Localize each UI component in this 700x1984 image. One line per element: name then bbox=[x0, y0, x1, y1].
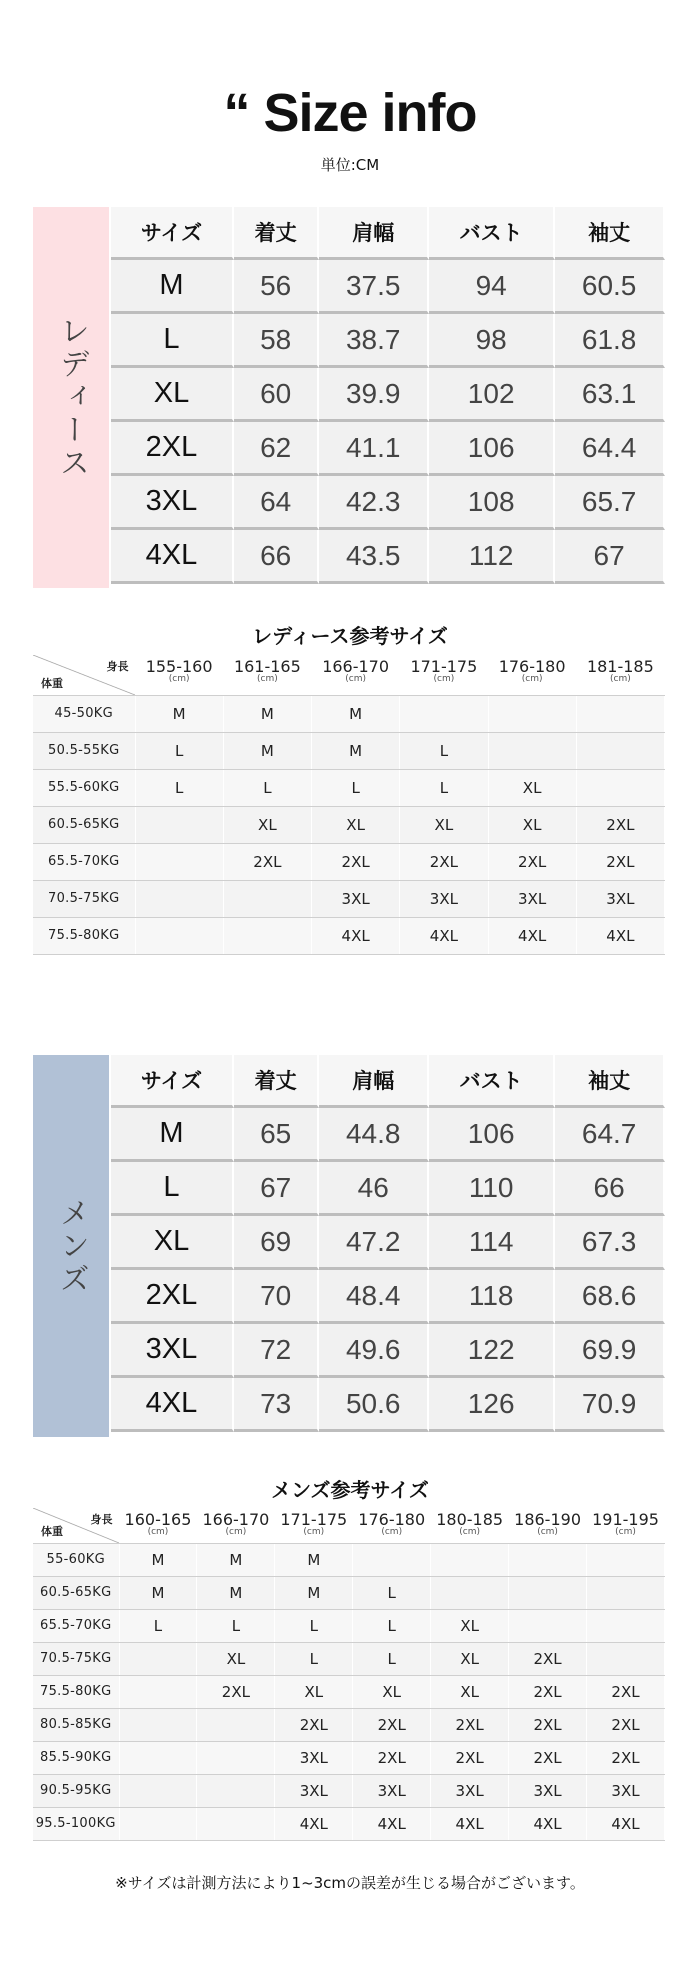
table-row bbox=[33, 769, 665, 806]
height-unit: (cm) bbox=[345, 674, 366, 684]
size-recommend-cell: 4XL bbox=[353, 1807, 431, 1840]
mens-col-header: 肩幅 bbox=[319, 1055, 429, 1108]
height-col-header bbox=[509, 1508, 587, 1543]
height-range: 180-185 bbox=[436, 1510, 504, 1529]
size-cell: XL bbox=[111, 1216, 234, 1270]
size-recommend-cell bbox=[135, 880, 223, 917]
size-recommend-cell bbox=[488, 732, 576, 769]
size-recommend-cell: XL bbox=[353, 1675, 431, 1708]
size-recommend-cell: 3XL bbox=[587, 1774, 665, 1807]
measure-cell: 50.6 bbox=[319, 1378, 429, 1432]
weight-cell: 60.5-65KG bbox=[33, 806, 135, 843]
mens-col-header: 袖丈 bbox=[555, 1055, 665, 1108]
height-unit: (cm) bbox=[147, 1527, 169, 1537]
size-recommend-cell: M bbox=[312, 732, 400, 769]
table-row bbox=[33, 917, 665, 954]
size-recommend-cell bbox=[400, 695, 488, 732]
size-recommend-cell: 3XL bbox=[312, 880, 400, 917]
measure-cell: 67 bbox=[234, 1162, 319, 1216]
height-range: 176-180 bbox=[498, 657, 566, 676]
size-recommend-cell: 2XL bbox=[576, 843, 664, 880]
size-recommend-cell: M bbox=[197, 1543, 275, 1576]
table-row bbox=[111, 1216, 665, 1270]
mens-ref-title: メンズ参考サイズ bbox=[271, 1478, 429, 1502]
measure-cell: 44.8 bbox=[319, 1108, 429, 1162]
ladies-col-header: 着丈 bbox=[234, 207, 319, 260]
size-recommend-cell: XL bbox=[431, 1642, 509, 1675]
corner-weight-label: 体重 bbox=[41, 676, 63, 690]
measure-cell: 112 bbox=[429, 530, 555, 584]
size-recommend-cell: L bbox=[135, 769, 223, 806]
mens-col-header: 着丈 bbox=[234, 1055, 319, 1108]
measure-cell: 64 bbox=[234, 476, 319, 530]
size-cell: L bbox=[111, 314, 234, 368]
size-recommend-cell: M bbox=[135, 695, 223, 732]
height-col-header bbox=[312, 655, 400, 695]
height-col-header bbox=[576, 655, 664, 695]
unit-label: 単位:CM bbox=[320, 156, 380, 174]
table-row bbox=[33, 1708, 665, 1741]
weight-cell: 75.5-80KG bbox=[33, 917, 135, 954]
measure-cell: 67 bbox=[555, 530, 665, 584]
table-row bbox=[111, 1108, 665, 1162]
mens-size-section bbox=[33, 1055, 665, 1437]
weight-cell: 80.5-85KG bbox=[33, 1708, 119, 1741]
weight-cell: 85.5-90KG bbox=[33, 1741, 119, 1774]
size-recommend-cell: 3XL bbox=[275, 1741, 353, 1774]
table-row bbox=[111, 1162, 665, 1216]
table-row bbox=[33, 1609, 665, 1642]
page-title: “ Size info bbox=[223, 83, 477, 143]
size-cell: 2XL bbox=[111, 422, 234, 476]
size-recommend-cell: L bbox=[400, 732, 488, 769]
measure-cell: 118 bbox=[429, 1270, 555, 1324]
measure-cell: 114 bbox=[429, 1216, 555, 1270]
height-unit: (cm) bbox=[381, 1527, 403, 1537]
measure-cell: 126 bbox=[429, 1378, 555, 1432]
table-row bbox=[33, 1576, 665, 1609]
table-row bbox=[33, 1543, 665, 1576]
measure-cell: 37.5 bbox=[319, 260, 429, 314]
size-recommend-cell: 4XL bbox=[275, 1807, 353, 1840]
measure-cell: 69 bbox=[234, 1216, 319, 1270]
size-recommend-cell bbox=[197, 1807, 275, 1840]
measure-cell: 70.9 bbox=[555, 1378, 665, 1432]
measure-cell: 63.1 bbox=[555, 368, 665, 422]
height-col-header bbox=[223, 655, 311, 695]
size-recommend-cell bbox=[119, 1741, 197, 1774]
size-recommend-cell: M bbox=[275, 1543, 353, 1576]
size-recommend-cell: 2XL bbox=[400, 843, 488, 880]
size-recommend-cell bbox=[223, 917, 311, 954]
size-cell: M bbox=[111, 1108, 234, 1162]
size-recommend-cell: 2XL bbox=[197, 1675, 275, 1708]
size-recommend-cell: M bbox=[197, 1576, 275, 1609]
mens-label-band bbox=[33, 1055, 109, 1437]
size-recommend-cell: 4XL bbox=[576, 917, 664, 954]
size-recommend-cell: 3XL bbox=[431, 1774, 509, 1807]
ladies-label-band bbox=[33, 207, 109, 588]
size-recommend-cell: L bbox=[275, 1609, 353, 1642]
weight-cell: 50.5-55KG bbox=[33, 732, 135, 769]
size-recommend-cell bbox=[197, 1708, 275, 1741]
measure-cell: 47.2 bbox=[319, 1216, 429, 1270]
size-recommend-cell: XL bbox=[223, 806, 311, 843]
size-recommend-cell: 2XL bbox=[509, 1675, 587, 1708]
corner-height-label: 身長 bbox=[90, 1513, 113, 1526]
measure-cell: 43.5 bbox=[319, 530, 429, 584]
ladies-col-header: サイズ bbox=[111, 207, 234, 260]
weight-cell: 65.5-70KG bbox=[33, 843, 135, 880]
mens-col-header: バスト bbox=[429, 1055, 555, 1108]
height-unit: (cm) bbox=[303, 1527, 325, 1537]
measure-cell: 39.9 bbox=[319, 368, 429, 422]
size-recommend-cell: 2XL bbox=[223, 843, 311, 880]
table-row bbox=[33, 843, 665, 880]
measure-cell: 64.7 bbox=[555, 1108, 665, 1162]
corner-weight-label: 体重 bbox=[41, 1524, 63, 1538]
height-range: 171-175 bbox=[410, 657, 478, 676]
weight-cell: 55-60KG bbox=[33, 1543, 119, 1576]
size-recommend-cell: 2XL bbox=[431, 1741, 509, 1774]
ladies-size-table bbox=[111, 207, 665, 584]
measure-cell: 122 bbox=[429, 1324, 555, 1378]
size-recommend-cell: 2XL bbox=[353, 1741, 431, 1774]
height-unit: (cm) bbox=[433, 674, 455, 684]
ladies-label: レディース bbox=[54, 315, 89, 480]
height-range: 176-180 bbox=[358, 1510, 426, 1529]
weight-cell: 65.5-70KG bbox=[33, 1609, 119, 1642]
size-recommend-cell bbox=[223, 880, 311, 917]
height-unit: (cm) bbox=[615, 1527, 636, 1537]
size-recommend-cell: 2XL bbox=[509, 1708, 587, 1741]
measure-cell: 69.9 bbox=[555, 1324, 665, 1378]
measurement-note: ※サイズは計測方法により1~3cmの誤差が生じる場合がございます。 bbox=[115, 1874, 585, 1892]
height-col-header bbox=[587, 1508, 665, 1543]
mens-ref-table bbox=[33, 1508, 665, 1841]
height-col-header bbox=[197, 1508, 275, 1543]
size-recommend-cell: 2XL bbox=[509, 1642, 587, 1675]
size-recommend-cell: 2XL bbox=[353, 1708, 431, 1741]
height-col-header bbox=[119, 1508, 197, 1543]
measure-cell: 102 bbox=[429, 368, 555, 422]
size-recommend-cell: XL bbox=[400, 806, 488, 843]
table-row bbox=[33, 1642, 665, 1675]
measure-cell: 66 bbox=[555, 1162, 665, 1216]
size-recommend-cell bbox=[509, 1576, 587, 1609]
height-unit: (cm) bbox=[257, 674, 278, 684]
size-recommend-cell: 2XL bbox=[509, 1741, 587, 1774]
height-range: 186-190 bbox=[514, 1510, 581, 1529]
table-row bbox=[33, 695, 665, 732]
size-recommend-cell bbox=[135, 806, 223, 843]
size-recommend-cell: L bbox=[353, 1609, 431, 1642]
mens-col-header: サイズ bbox=[111, 1055, 234, 1108]
table-row bbox=[111, 260, 665, 314]
size-cell: XL bbox=[111, 368, 234, 422]
size-recommend-cell: XL bbox=[431, 1609, 509, 1642]
size-recommend-cell bbox=[197, 1774, 275, 1807]
measure-cell: 58 bbox=[234, 314, 319, 368]
size-recommend-cell: 4XL bbox=[431, 1807, 509, 1840]
height-range: 191-195 bbox=[592, 1510, 659, 1529]
ladies-size-section bbox=[33, 207, 665, 588]
size-recommend-cell: 2XL bbox=[275, 1708, 353, 1741]
size-recommend-cell bbox=[119, 1774, 197, 1807]
measure-cell: 38.7 bbox=[319, 314, 429, 368]
size-recommend-cell: XL bbox=[197, 1642, 275, 1675]
table-row bbox=[33, 1774, 665, 1807]
measure-cell: 48.4 bbox=[319, 1270, 429, 1324]
size-cell: L bbox=[111, 1162, 234, 1216]
size-recommend-cell: 4XL bbox=[509, 1807, 587, 1840]
ladies-col-header: バスト bbox=[429, 207, 555, 260]
measure-cell: 42.3 bbox=[319, 476, 429, 530]
size-recommend-cell bbox=[119, 1642, 197, 1675]
height-col-header bbox=[353, 1508, 431, 1543]
measure-cell: 66 bbox=[234, 530, 319, 584]
size-recommend-cell: L bbox=[197, 1609, 275, 1642]
size-recommend-cell: XL bbox=[488, 769, 576, 806]
size-cell: 3XL bbox=[111, 476, 234, 530]
measure-cell: 73 bbox=[234, 1378, 319, 1432]
weight-cell: 90.5-95KG bbox=[33, 1774, 119, 1807]
size-recommend-cell: 2XL bbox=[587, 1708, 665, 1741]
size-recommend-cell bbox=[135, 917, 223, 954]
size-cell: 2XL bbox=[111, 1270, 234, 1324]
size-recommend-cell: 3XL bbox=[353, 1774, 431, 1807]
weight-cell: 45-50KG bbox=[33, 695, 135, 732]
size-recommend-cell: L bbox=[275, 1642, 353, 1675]
size-recommend-cell: 4XL bbox=[587, 1807, 665, 1840]
size-recommend-cell bbox=[509, 1609, 587, 1642]
size-recommend-cell: 4XL bbox=[488, 917, 576, 954]
size-recommend-cell bbox=[587, 1543, 665, 1576]
size-recommend-cell: XL bbox=[431, 1675, 509, 1708]
height-unit: (cm) bbox=[537, 1527, 558, 1537]
measure-cell: 56 bbox=[234, 260, 319, 314]
size-recommend-cell bbox=[576, 769, 664, 806]
size-recommend-cell bbox=[587, 1642, 665, 1675]
size-recommend-cell: 2XL bbox=[312, 843, 400, 880]
size-cell: 4XL bbox=[111, 1378, 234, 1432]
size-recommend-cell bbox=[431, 1576, 509, 1609]
size-recommend-cell: 2XL bbox=[587, 1675, 665, 1708]
height-unit: (cm) bbox=[459, 1527, 481, 1537]
height-unit: (cm) bbox=[610, 674, 631, 684]
size-recommend-cell: M bbox=[312, 695, 400, 732]
weight-cell: 70.5-75KG bbox=[33, 1642, 119, 1675]
size-recommend-cell bbox=[119, 1807, 197, 1840]
height-range: 155-160 bbox=[145, 657, 213, 676]
measure-cell: 106 bbox=[429, 422, 555, 476]
ladies-ref-table bbox=[33, 655, 665, 955]
size-recommend-cell: M bbox=[119, 1543, 197, 1576]
size-cell: 4XL bbox=[111, 530, 234, 584]
size-recommend-cell: L bbox=[353, 1576, 431, 1609]
size-recommend-cell: 3XL bbox=[509, 1774, 587, 1807]
height-range: 166-170 bbox=[202, 1510, 270, 1529]
size-recommend-cell: 4XL bbox=[312, 917, 400, 954]
height-col-header bbox=[135, 655, 223, 695]
mens-size-table bbox=[111, 1055, 665, 1432]
size-recommend-cell: L bbox=[135, 732, 223, 769]
weight-cell: 95.5-100KG bbox=[33, 1807, 119, 1840]
table-row bbox=[111, 476, 665, 530]
weight-cell: 75.5-80KG bbox=[33, 1675, 119, 1708]
size-recommend-cell: XL bbox=[312, 806, 400, 843]
weight-cell: 70.5-75KG bbox=[33, 880, 135, 917]
size-recommend-cell bbox=[576, 695, 664, 732]
height-range: 160-165 bbox=[124, 1510, 192, 1529]
size-cell: 3XL bbox=[111, 1324, 234, 1378]
size-recommend-cell bbox=[431, 1543, 509, 1576]
size-recommend-cell bbox=[509, 1543, 587, 1576]
size-recommend-cell bbox=[587, 1576, 665, 1609]
size-recommend-cell bbox=[119, 1708, 197, 1741]
table-row bbox=[111, 422, 665, 476]
measure-cell: 106 bbox=[429, 1108, 555, 1162]
size-recommend-cell: L bbox=[119, 1609, 197, 1642]
table-row bbox=[33, 732, 665, 769]
measure-cell: 110 bbox=[429, 1162, 555, 1216]
measure-cell: 65.7 bbox=[555, 476, 665, 530]
height-unit: (cm) bbox=[521, 674, 543, 684]
weight-cell: 60.5-65KG bbox=[33, 1576, 119, 1609]
size-recommend-cell: XL bbox=[488, 806, 576, 843]
size-recommend-cell: 2XL bbox=[431, 1708, 509, 1741]
size-recommend-cell: M bbox=[223, 695, 311, 732]
size-recommend-cell bbox=[488, 695, 576, 732]
table-row bbox=[111, 314, 665, 368]
size-recommend-cell bbox=[119, 1675, 197, 1708]
size-recommend-cell bbox=[197, 1741, 275, 1774]
size-recommend-cell: L bbox=[312, 769, 400, 806]
measure-cell: 49.6 bbox=[319, 1324, 429, 1378]
size-recommend-cell: M bbox=[223, 732, 311, 769]
size-recommend-cell bbox=[576, 732, 664, 769]
table-row bbox=[33, 1741, 665, 1774]
corner-height-label: 身長 bbox=[106, 660, 129, 673]
measure-cell: 60.5 bbox=[555, 260, 665, 314]
size-recommend-cell: 2XL bbox=[488, 843, 576, 880]
height-range: 171-175 bbox=[280, 1510, 348, 1529]
height-range: 161-165 bbox=[233, 657, 301, 676]
measure-cell: 61.8 bbox=[555, 314, 665, 368]
height-unit: (cm) bbox=[225, 1527, 247, 1537]
size-recommend-cell bbox=[353, 1543, 431, 1576]
size-recommend-cell: 2XL bbox=[576, 806, 664, 843]
height-col-header bbox=[431, 1508, 509, 1543]
measure-cell: 98 bbox=[429, 314, 555, 368]
size-recommend-cell: M bbox=[119, 1576, 197, 1609]
table-row bbox=[111, 1324, 665, 1378]
mens-label: メンズ bbox=[54, 1196, 89, 1296]
height-range: 181-185 bbox=[586, 657, 654, 676]
size-cell: M bbox=[111, 260, 234, 314]
size-recommend-cell bbox=[135, 843, 223, 880]
measure-cell: 72 bbox=[234, 1324, 319, 1378]
measure-cell: 60 bbox=[234, 368, 319, 422]
size-recommend-cell: 3XL bbox=[400, 880, 488, 917]
table-row bbox=[33, 1807, 665, 1840]
size-recommend-cell: 3XL bbox=[576, 880, 664, 917]
table-row bbox=[111, 530, 665, 584]
ladies-ref-title: レディース参考サイズ bbox=[252, 624, 448, 648]
table-row bbox=[33, 880, 665, 917]
measure-cell: 65 bbox=[234, 1108, 319, 1162]
size-recommend-cell: 3XL bbox=[488, 880, 576, 917]
table-row bbox=[33, 806, 665, 843]
size-recommend-cell: L bbox=[353, 1642, 431, 1675]
size-recommend-cell: L bbox=[223, 769, 311, 806]
measure-cell: 108 bbox=[429, 476, 555, 530]
size-recommend-cell: 3XL bbox=[275, 1774, 353, 1807]
height-col-header bbox=[488, 655, 576, 695]
ladies-col-header: 肩幅 bbox=[319, 207, 429, 260]
size-recommend-cell: M bbox=[275, 1576, 353, 1609]
size-recommend-cell: 2XL bbox=[587, 1741, 665, 1774]
height-col-header bbox=[400, 655, 488, 695]
size-recommend-cell: 4XL bbox=[400, 917, 488, 954]
height-weight-corner bbox=[33, 1508, 119, 1543]
size-recommend-cell bbox=[587, 1609, 665, 1642]
height-range: 166-170 bbox=[322, 657, 390, 676]
measure-cell: 70 bbox=[234, 1270, 319, 1324]
weight-cell: 55.5-60KG bbox=[33, 769, 135, 806]
table-row bbox=[33, 1675, 665, 1708]
measure-cell: 94 bbox=[429, 260, 555, 314]
measure-cell: 68.6 bbox=[555, 1270, 665, 1324]
ladies-col-header: 袖丈 bbox=[555, 207, 665, 260]
table-row bbox=[111, 368, 665, 422]
measure-cell: 41.1 bbox=[319, 422, 429, 476]
measure-cell: 67.3 bbox=[555, 1216, 665, 1270]
size-recommend-cell: L bbox=[400, 769, 488, 806]
table-row bbox=[111, 1378, 665, 1432]
height-unit: (cm) bbox=[168, 674, 190, 684]
measure-cell: 46 bbox=[319, 1162, 429, 1216]
height-col-header bbox=[275, 1508, 353, 1543]
size-recommend-cell: XL bbox=[275, 1675, 353, 1708]
measure-cell: 62 bbox=[234, 422, 319, 476]
height-weight-corner bbox=[33, 655, 135, 695]
measure-cell: 64.4 bbox=[555, 422, 665, 476]
table-row bbox=[111, 1270, 665, 1324]
